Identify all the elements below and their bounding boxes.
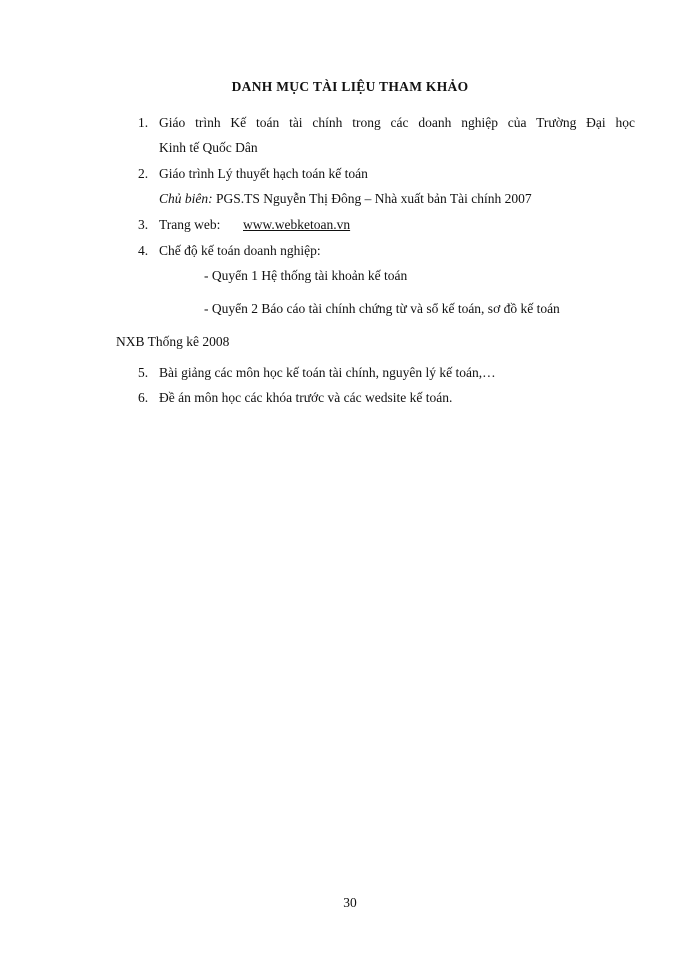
- editor-label: Chủ biên:: [159, 191, 213, 206]
- item-number: 5.: [138, 365, 149, 380]
- item-text: Bài giảng các môn học kế toán tài chính, nguyên lý kế toán,…: [159, 365, 496, 380]
- item-text: Chế độ kế toán doanh nghiệp:: [159, 243, 321, 258]
- item-text: Giáo trình Lý thuyết hạch toán kế toán: [159, 166, 368, 181]
- page-title: DANH MỤC TÀI LIỆU THAM KHẢO: [231, 79, 469, 94]
- sub-item: - Quyển 1 Hệ thống tài khoản kế toán: [204, 268, 408, 283]
- item-number: 1.: [138, 115, 149, 130]
- editor-text: PGS.TS Nguyễn Thị Đông – Nhà xuất bản Tài chính 2007: [212, 191, 532, 206]
- item-number: 6.: [138, 390, 149, 405]
- page-number: 30: [343, 895, 357, 910]
- item-number: 4.: [138, 243, 149, 258]
- publisher-line: NXB Thống kê 2008: [116, 334, 230, 349]
- item-text: Giáo trình Kế toán tài chính trong các doanh nghiệp của Trường Đại học: [159, 115, 635, 130]
- item-label: Trang web:: [159, 217, 221, 232]
- item-text-continued: Kinh tế Quốc Dân: [159, 140, 258, 155]
- website-link[interactable]: www.webketoan.vn: [243, 217, 351, 232]
- item-text: Đề án môn học các khóa trước và các wedsite kế toán.: [159, 390, 453, 405]
- item-number: 3.: [138, 217, 149, 232]
- item-number: 2.: [138, 166, 149, 181]
- editor-line: [159, 191, 532, 207]
- sub-item: - Quyển 2 Báo cáo tài chính chứng từ và sổ kế toán, sơ đồ kế toán: [204, 301, 560, 316]
